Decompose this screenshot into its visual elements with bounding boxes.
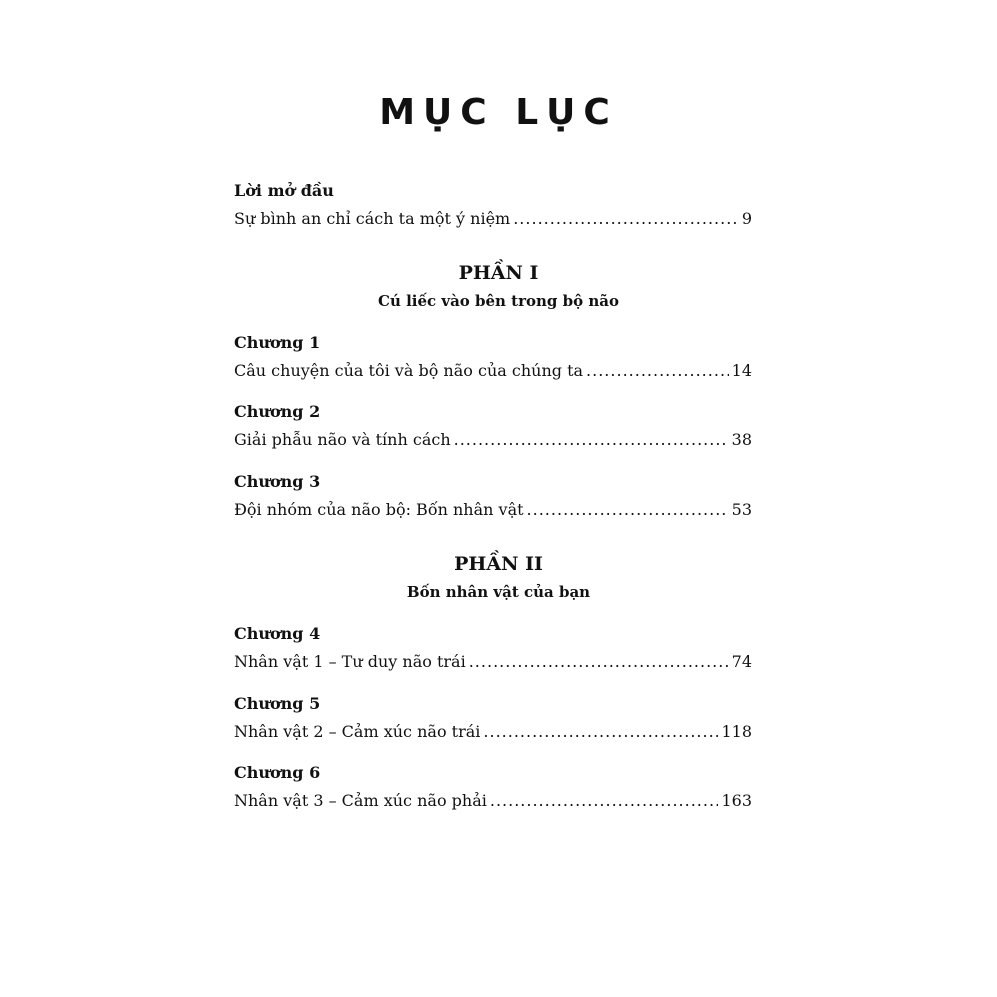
part-header-1 xyxy=(0,260,997,312)
page-number: 38 xyxy=(731,430,752,449)
dot-leader xyxy=(469,651,729,673)
page-number: 74 xyxy=(731,652,752,671)
entry-heading: Lời mở đầu xyxy=(234,181,334,200)
toc-line[interactable] xyxy=(234,499,752,521)
entry-heading: Chương 4 xyxy=(234,624,321,643)
entry-title: Nhân vật 1 – Tư duy não trái xyxy=(234,652,466,671)
part-title: PHẦN I xyxy=(458,262,539,284)
toc-line[interactable] xyxy=(234,429,752,451)
entry-title: Sự bình an chỉ cách ta một ý niệm xyxy=(234,209,511,228)
toc-line[interactable] xyxy=(234,721,752,743)
toc-line[interactable] xyxy=(234,360,752,382)
dot-leader xyxy=(454,429,729,451)
toc-entry-chapter-1 xyxy=(234,332,752,382)
dot-leader xyxy=(513,208,739,230)
toc-entry-chapter-3 xyxy=(234,471,752,521)
part-title: PHẦN II xyxy=(454,553,543,575)
dot-leader xyxy=(586,360,729,382)
page-number: 9 xyxy=(741,209,752,228)
toc-entry-intro xyxy=(234,180,752,230)
page-number: 163 xyxy=(721,791,752,810)
page-title: MỤC LỤC xyxy=(379,92,618,133)
entry-title: Giải phẫu não và tính cách xyxy=(234,430,451,449)
entry-title: Đội nhóm của não bộ: Bốn nhân vật xyxy=(234,500,524,519)
entry-title: Nhân vật 3 – Cảm xúc não phải xyxy=(234,791,487,810)
entry-title: Câu chuyện của tôi và bộ não của chúng ta xyxy=(234,361,584,380)
toc-entry-chapter-6 xyxy=(234,762,752,812)
part-header-2 xyxy=(0,551,997,603)
dot-leader xyxy=(483,721,718,743)
entry-heading: Chương 6 xyxy=(234,763,321,782)
toc-entry-chapter-5 xyxy=(234,693,752,743)
entry-heading: Chương 3 xyxy=(234,472,321,491)
page-number: 53 xyxy=(731,500,752,519)
toc-entry-chapter-4 xyxy=(234,623,752,673)
part-subtitle: Cú liếc vào bên trong bộ não xyxy=(378,292,619,310)
entry-title: Nhân vật 2 – Cảm xúc não trái xyxy=(234,722,481,741)
toc-line[interactable] xyxy=(234,790,752,812)
page-number: 14 xyxy=(731,361,752,380)
entry-heading: Chương 2 xyxy=(234,402,321,421)
toc-line[interactable] xyxy=(234,208,752,230)
toc-entry-chapter-2 xyxy=(234,401,752,451)
entry-heading: Chương 5 xyxy=(234,694,321,713)
page-number: 118 xyxy=(721,722,752,741)
part-subtitle: Bốn nhân vật của bạn xyxy=(406,583,591,601)
dot-leader xyxy=(490,790,719,812)
entry-heading: Chương 1 xyxy=(234,333,321,352)
dot-leader xyxy=(527,499,729,521)
toc-line[interactable] xyxy=(234,651,752,673)
